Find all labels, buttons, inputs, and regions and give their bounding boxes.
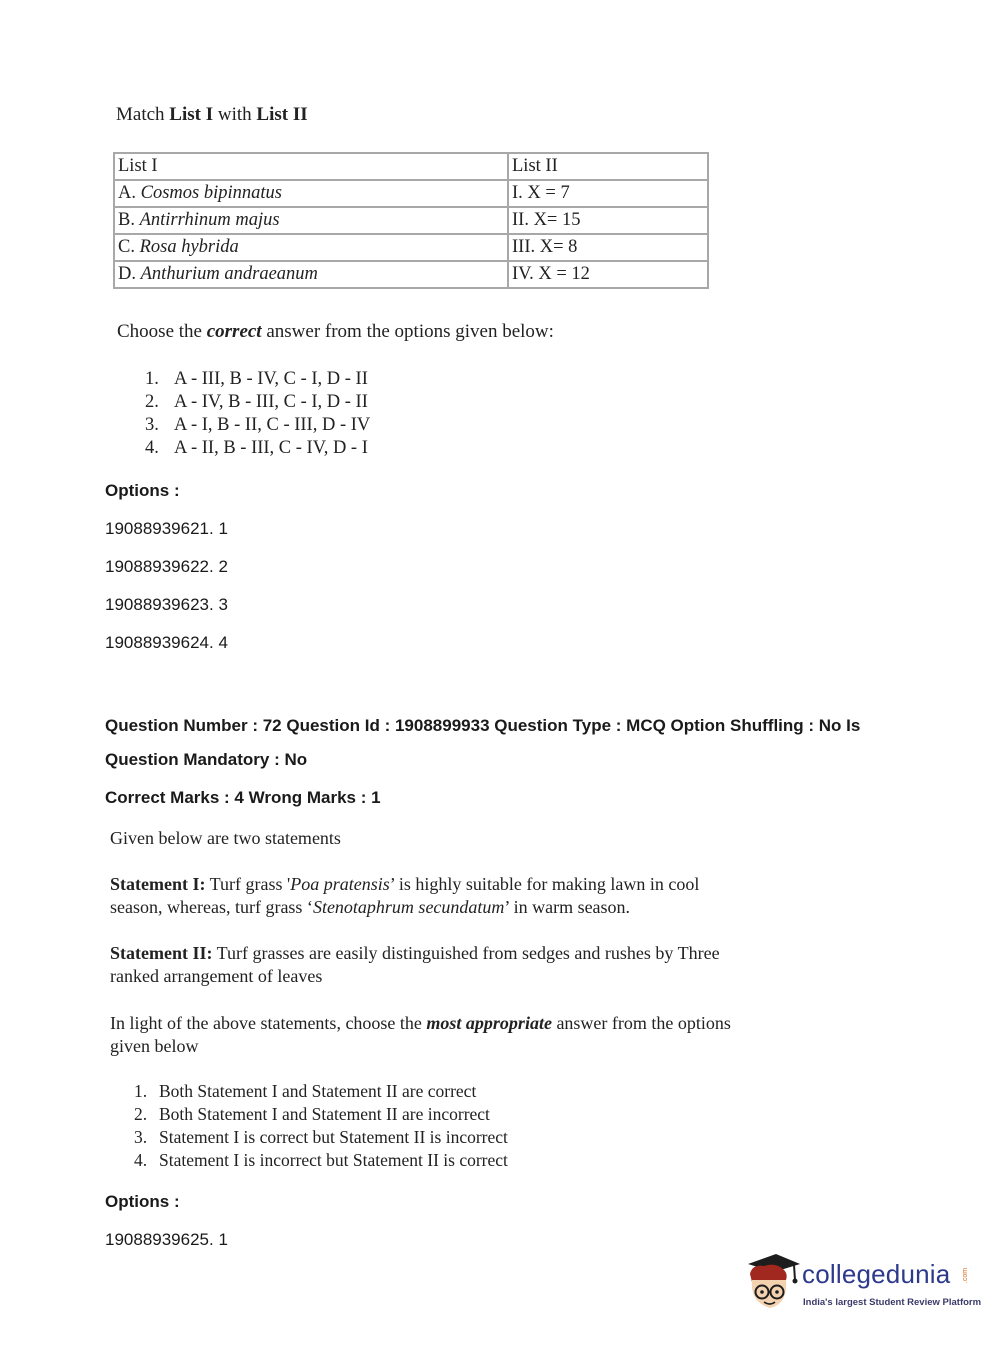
list-item: 3. Statement I is correct but Statement II is incorrect (134, 1127, 508, 1147)
list-item: 2. A - IV, B - III, C - I, D - II (145, 392, 368, 412)
table-header-cell: List I (114, 153, 508, 180)
table-cell: II. X= 15 (508, 207, 708, 234)
option-id: 19088939625. 1 (105, 1230, 228, 1249)
question-instruction: Choose the correct answer from the options given below: (117, 321, 554, 342)
table-cell: I. X = 7 (508, 180, 708, 207)
logo-tagline: India's largest Student Review Platform (803, 1297, 982, 1308)
table-header-cell: List II (508, 153, 708, 180)
collegedunia-logo[interactable] (742, 1250, 982, 1320)
table-row (114, 180, 708, 207)
options-label: Options : (105, 481, 180, 500)
statement-two: Statement II: Turf grasses are easily distinguished from sedges and rushes by Three ranked arrangement of leaves (110, 943, 720, 986)
match-table (113, 152, 709, 289)
marks-info: Correct Marks : 4 Wrong Marks : 1 (105, 788, 381, 807)
option-id: 19088939624. 4 (105, 633, 228, 652)
answer-choice-list (145, 368, 370, 460)
question-meta: Question Mandatory : No (105, 750, 308, 769)
table-cell: D. Anthurium andraeanum (114, 261, 508, 288)
option-id: 19088939622. 2 (105, 557, 228, 576)
table-cell: A. Cosmos bipinnatus (114, 180, 508, 207)
list-item: 4. A - II, B - III, C - IV, D - I (145, 438, 368, 458)
table-cell: B. Antirrhinum majus (114, 207, 508, 234)
question-meta: Question Number : 72 Question Id : 1908899933 Question Type : MCQ Option Shuffling : No Is (105, 716, 861, 735)
table-row (114, 261, 708, 288)
mascot-icon (742, 1250, 802, 1316)
option-id: 19088939621. 1 (105, 519, 228, 538)
question-instruction: In light of the above statements, choose the most appropriate answer from the options given below (110, 1013, 731, 1056)
table-cell: IV. X = 12 (508, 261, 708, 288)
table-row (114, 234, 708, 261)
logo-dotcom: .com (962, 1267, 970, 1284)
list-item: 4. Statement I is incorrect but Statement II is correct (134, 1150, 508, 1170)
table-cell: C. Rosa hybrida (114, 234, 508, 261)
option-id: 19088939623. 3 (105, 595, 228, 614)
options-label: Options : (105, 1192, 180, 1211)
answer-choice-list (134, 1080, 508, 1172)
list-item: 2. Both Statement I and Statement II are incorrect (134, 1104, 490, 1124)
logo-wordmark: collegedunia (802, 1259, 951, 1289)
question-intro: Given below are two statements (110, 828, 341, 848)
statement-one: Statement I: Turf grass 'Poa pratensis’ is highly suitable for making lawn in cool season, whereas, turf grass ‘Stenotaphrum secundatum’ in warm season. (110, 874, 700, 917)
question-heading: Match List I with List II (116, 104, 308, 125)
table-header-row (114, 153, 708, 180)
list-item: 1. Both Statement I and Statement II are correct (134, 1081, 477, 1101)
table-row (114, 207, 708, 234)
list-item: 3. A - I, B - II, C - III, D - IV (145, 415, 371, 435)
table-cell: III. X= 8 (508, 234, 708, 261)
list-item: 1. A - III, B - IV, C - I, D - II (145, 369, 368, 389)
